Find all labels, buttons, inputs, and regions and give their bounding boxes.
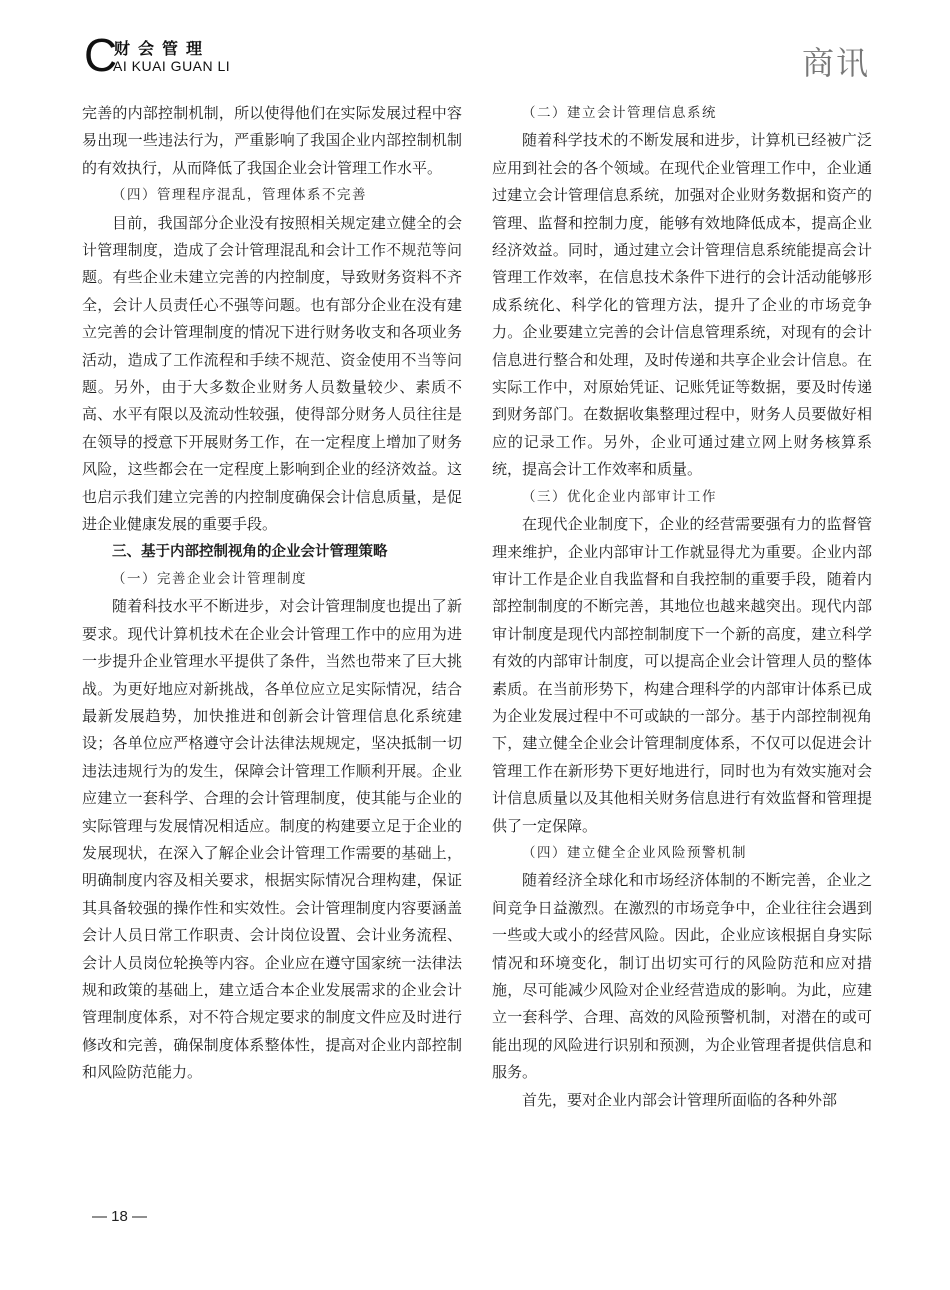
subsection-heading: （一）完善企业会计管理制度 <box>112 570 307 587</box>
page-number: — 18 — <box>92 1208 148 1225</box>
paragraph: 首先，要对企业内部会计管理所面临的各种外部 <box>522 1090 838 1109</box>
paragraph: 在现代企业制度下，企业的经营需要强有力的监督管理来维护，企业内部审计工作就显得尤为重要。企业内部审计工作是企业自我监督和自我控制的重要手段，随着内部控制制度的不断完善，其地位也越来越突出。现代内部审计制度是现代内部控制制度下一个新的高度，建立科学有效的内部审计制度，可以提高企业会计管理人员的整体素质。在当前形势下，构建合理科学的内部审计体系已成为企业发展过程中不可或缺的一部分。基于内部控制视角下，建立健全企业会计管理制度体系，不仅可以促进会计管理工作在新形势下更好地进行，同时也为有效实施对会计信息质量以及其他相关财务信息进行有效监督和管理提供了一定保障。 <box>492 515 872 835</box>
right-column <box>492 100 872 1114</box>
journal-logo-letter: C <box>84 29 118 81</box>
subsection-heading: （四）建立健全企业风险预警机制 <box>522 844 747 861</box>
magazine-brand: 商讯 <box>801 44 870 82</box>
journal-logo-pinyin: AI KUAI GUAN LI <box>113 58 231 74</box>
paragraph-continued: 完善的内部控制机制，所以使得他们在实际发展过程中容易出现一些违法行为，严重影响了我国企业内部控制机制的有效执行，从而降低了我国企业会计管理工作水平。 <box>82 104 462 177</box>
page-header <box>0 0 950 90</box>
paragraph: 目前，我国部分企业没有按照相关规定建立健全的会计管理制度，造成了会计管理混乱和会计工作不规范等问题。有些企业未建立完善的内控制度，导致财务资料不齐全，会计人员责任心不强等问题。也有部分企业在没有建立完善的会计管理制度的情况下进行财务收支和各项业务活动，造成了工作流程和手续不规范、资金使用不当等问题。另外，由于大多数企业财务人员数量较少、素质不高、水平有限以及流动性较强，使得部分财务人员往往是在领导的授意下开展财务工作，在一定程度上增加了财务风险，这些都会在一定程度上影响到企业的经济效益。这也启示我们建立完善的内控制度确保会计信息质量，是促进企业健康发展的重要手段。 <box>82 213 462 534</box>
subsection-heading: （三）优化企业内部审计工作 <box>522 488 717 505</box>
paragraph: 随着科技水平不断进步，对会计管理制度也提出了新要求。现代计算机技术在企业会计管理工作中的应用为进一步提升企业管理水平提供了条件，当然也带来了巨大挑战。为更好地应对新挑战，各单位应立足实际情况，结合最新发展趋势，加快推进和创新会计管理信息化系统建设；各单位应严格遵守会计法律法规规定，坚决抵制一切违法违规行为的发生，保障会计管理工作顺利开展。企业应建立一套科学、合理的会计管理制度，使其能与企业的实际管理与发展情况相适应。制度的构建要立足于企业的发展现状，在深入了解企业会计管理工作需要的基础上，明确制度内容及相关要求，根据实际情况合理构建，保证其具备较强的操作性和实效性。会计管理制度内容要涵盖会计人员日常工作职责、会计岗位设置、会计业务流程、会计人员岗位轮换等内容。企业应在遵守国家统一法律法规和政策的基础上，建立适合本企业发展需求的企业会计管理制度体系，对不符合规定要求的制度文件应及时进行修改和完善，确保制度体系整体性，提高对企业内部控制和风险防范能力。 <box>82 597 462 1082</box>
section-heading: 三、基于内部控制视角的企业会计管理策略 <box>112 543 388 560</box>
paragraph: 随着科学技术的不断发展和进步，计算机已经被广泛应用到社会的各个领域。在现代企业管理工作中，企业通过建立会计管理信息系统，加强对企业财务数据和资产的管理、监督和控制力度，能够有效地降低成本，提高企业经济效益。同时，通过建立会计管理信息系统能提高会计管理工作效率，在信息技术条件下进行的会计活动能够形成系统化、科学化的管理方法，提升了企业的市场竞争力。企业要建立完善的会计信息管理系统，对现有的会计信息进行整合和处理，及时传递和共享企业会计信息。在实际工作中，对原始凭证、记账凭证等数据，要及时传递到财务部门。在数据收集整理过程中，财务人员要做好相应的记录工作。另外，企业可通过建立网上财务核算系统，提高会计工作效率和质量。 <box>492 131 872 479</box>
subsection-heading: （四）管理程序混乱，管理体系不完善 <box>112 187 367 204</box>
subsection-heading: （二）建立会计管理信息系统 <box>522 105 717 121</box>
left-column <box>82 100 462 1087</box>
paragraph: 随着经济全球化和市场经济体制的不断完善，企业之间竞争日益激烈。在激烈的市场竞争中，企业往往会遇到一些或大或小的经营风险。因此，企业应该根据自身实际情况和环境变化，制订出切实可行的风险防范和应对措施，尽可能减少风险对企业经营造成的影响。为此，应建立一套科学、合理、高效的风险预警机制，对潜在的或可能出现的风险进行识别和预测，为企业管理者提供信息和服务。 <box>492 871 872 1082</box>
journal-logo-chinese: 财会管理 <box>114 39 211 58</box>
